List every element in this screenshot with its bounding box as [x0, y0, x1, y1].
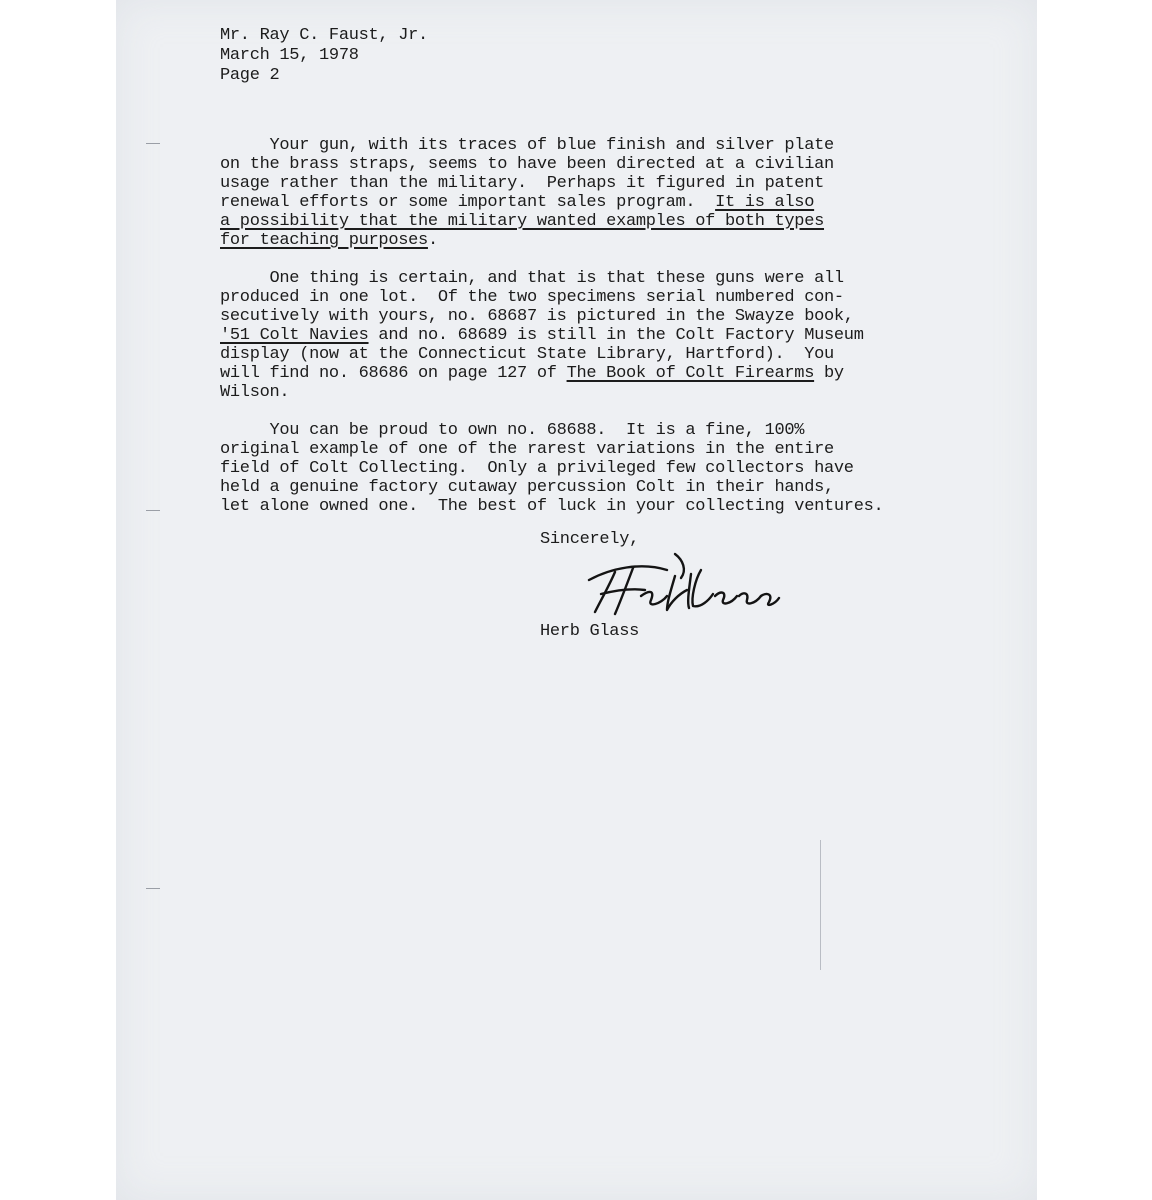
letter-body	[116, 0, 1037, 1200]
paragraph-2-line-2: produced in one lot. Of the two specimens serial numbered con-	[220, 288, 844, 307]
paragraph-1-end-punct: .	[427, 231, 438, 250]
paragraph-2-line-6-start: will find no. 68686 on page 127 of	[220, 364, 567, 383]
paragraph-3-line-2: original example of one of the rarest variations in the entire	[220, 440, 834, 459]
paragraph-2-line-6	[220, 364, 844, 383]
paragraph-1-line-2: on the brass straps, seems to have been directed at a civilian	[220, 155, 834, 174]
margin-tick	[146, 888, 160, 889]
paragraph-1-line-6	[220, 231, 438, 250]
date-line: March 15, 1978	[220, 46, 359, 65]
paragraph-2-line-5: display (now at the Connecticut State Library, Hartford). You	[220, 345, 834, 364]
paragraph-1-line-4-text: renewal efforts or some important sales program.	[220, 193, 716, 212]
paragraph-3-line-1: You can be proud to own no. 68688. It is a fine, 100%	[220, 421, 805, 440]
margin-tick	[146, 143, 160, 144]
paper-crease	[820, 840, 821, 970]
book-title-navies: '51 Colt Navies	[220, 326, 369, 345]
paragraph-2-line-4	[220, 326, 864, 345]
paragraph-3-line-5: let alone owned one. The best of luck in your collecting ventures.	[220, 497, 884, 516]
book-title-firearms: The Book of Colt Firearms	[566, 364, 815, 383]
signature-name: Herb Glass	[540, 622, 640, 641]
paragraph-1-line-4	[220, 193, 814, 212]
underlined-fragment: It is also	[715, 193, 815, 212]
page-number-line: Page 2	[220, 66, 280, 85]
paragraph-3-line-3: field of Colt Collecting. Only a privileged few collectors have	[220, 459, 854, 478]
paragraph-1-line-3: usage rather than the military. Perhaps it figured in patent	[220, 174, 825, 193]
paragraph-1-line-6-text: for teaching purposes	[220, 231, 428, 250]
paragraph-2-line-4-rest: and no. 68689 is still in the Colt Factory Museum	[368, 326, 864, 345]
handwritten-signature	[571, 550, 781, 620]
paragraph-1-line-1: Your gun, with its traces of blue finish and silver plate	[220, 136, 834, 155]
paragraph-1-line-5: a possibility that the military wanted examples of both types	[220, 212, 825, 231]
letter-page	[116, 0, 1037, 1200]
closing-salutation: Sincerely,	[540, 530, 640, 549]
paragraph-2-line-6-end: by	[814, 364, 844, 383]
paragraph-2-line-1: One thing is certain, and that is that these guns were all	[220, 269, 844, 288]
recipient-line: Mr. Ray C. Faust, Jr.	[220, 26, 428, 45]
margin-tick	[146, 510, 160, 511]
paragraph-2-line-3: secutively with yours, no. 68687 is pictured in the Swayze book,	[220, 307, 854, 326]
paragraph-3-line-4: held a genuine factory cutaway percussion Colt in their hands,	[220, 478, 834, 497]
paragraph-2-line-7: Wilson.	[220, 383, 290, 402]
